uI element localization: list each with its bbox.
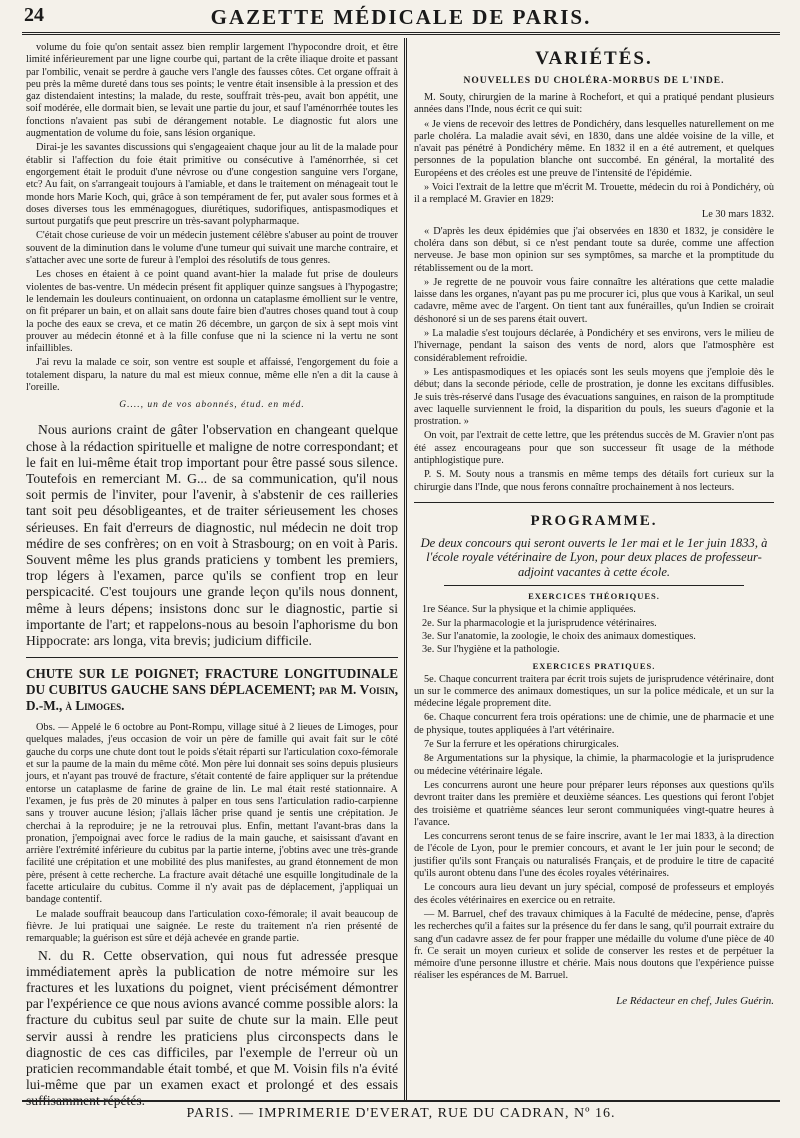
programme-heading: PROGRAMME. [530,512,658,529]
letter-date: Le 30 mars 1832. [701,208,774,220]
left-column [26,42,398,1109]
observation-paragraph: Obs. — Appelé le 6 octobre au Pont-Rompu, village situé à 2 lieues de Limoges, pour quelques malades, j'eus occasion de voir un père de famille qui avait fait sur le côté gauche du corps une chute dont tout le poids s'était réparti sur l'articulation coxo-fémorale et sur la paume de la main du même côté. Mon père lui donnait ses soins depuis plusieurs jours, et n'ayant pas trouvé de fracture, s'était contenté de faire appliquer sur la prétendue entorse un cataplasme de farine de graine de lin. Le mal était resté stationnaire. A l'examen, je fus près de 20 minutes à palper en tous sens l'articulation radio-carpienne sans y trouver aucune lésion; j'allais lâcher prise quand je sentis une crépitation. Je cherchai à la reproduire; je ne la retrouvai plus. Enfin, mettant l'avant-bras dans la pronation, j'empoignai avec force le radius de la main gauche, et saisissant d'avant en arrière l'extrémité inférieure du cubitus par la partie interne, j'obtins avec une très-grande facilité une crépitation et une mobilité des plus manifestes, au grand étonnement de mon père, présent à cette recherche. La fracture avait détaché une esquille longitudinale de la facette articulaire du cubitus. Comme il n'y avait pas de déplacement, j'appliquai un bandage contentif. [26,722,398,906]
body-paragraph: C'était chose curieuse de voir un médecin justement célèbre s'abuser au point de trouver souvent de la diminution dans le volume d'une tumeur qui suivait une marche contraire, et s'attacher avec une sorte de fureur à l'emploi des résolutifs de tous genres. [26,230,398,267]
exercise-item: 8e Argumentations sur la physique, la chimie, la pharmacologie et la jurisprudence ou médecine vétérinaire légale. [414,753,774,777]
body-paragraph: » Les antispasmodiques et les opiacés sont les seuls moyens que j'emploie dès le début; dans la seconde période, celle de prostration, je donne les excitans diffusibles. Je suis très-réservé dans l'usage des évacuations sanguines, en raison de la promptitude avec laquelle surviennent le froid, la disparition du pouls, les sueurs d'agonie et la prostration. » [414,366,774,428]
observation-paragraph: Le malade souffrait beaucoup dans l'articulation coxo-fémorale; il avait beaucoup de fièvre. Je lui pratiquai une saignée. Le reste du traitement n'a rien présenté de remarquable; la guérison est sûre et déjà achevée en grande partie. [26,908,398,945]
header-rule [22,32,780,35]
theoretical-exercises-heading: EXERCICES THÉORIQUES. [528,591,660,602]
gazette-title: GAZETTE MÉDICALE DE PARIS. [210,5,592,29]
page-number: 24 [24,4,44,26]
printer-footer: PARIS. — IMPRIMERIE D'EVERAT, RUE DU CADRAN, Nº 16. [22,1100,780,1122]
practical-exercises-heading: EXERCICES PRATIQUES. [532,660,656,671]
body-paragraph: « D'après les deux épidémies que j'ai observées en 1830 et 1832, je considère le choléra dans son début, si ce n'est pendant toute sa durée, comme une affection nerveuse. Je base mon opinion sur ses symptômes, sa marche et la promptitude du rétablissement ou de la mort. [414,225,774,274]
section-divider [414,502,774,503]
section-divider [26,657,398,658]
exercise-item: 5e. Chaque concurrent traitera par écrit trois sujets de jurisprudence vétérinaire, dont un sur le commerce des animaux domestiques, un sur la police médicale, et un sur la médecine légale proprement dite. [414,673,774,710]
short-divider [444,585,744,586]
body-paragraph: Le concours aura lieu devant un jury spécial, composé de professeurs et employés des écoles vétérinaires en exercice ou en retraite. [414,882,774,906]
right-column [414,42,774,1096]
body-paragraph: — M. Barruel, chef des travaux chimiques à la Faculté de médecine, pense, d'après les recherches qu'il a faites sur la présence du fer dans le sang, qu'il pourrait extraire du sang d'un cadavre assez de fer pour frapper une médaille du volume d'une pièce de 40 fr. Ce serait un moyen curieux et solide de conserver les restes et de perpétuer la mémoire d'une personne illustre et chérie. Mais nous doutons que l'expérience puisse réaliser les espérances de M. Barruel. [414,908,774,982]
section-title: CHUTE SUR LE POIGNET; FRACTURE LONGITUDINALE DU CUBITUS GAUCHE SANS DÉPLACEMENT; par M. Voisin, D.-M., à Limoges. [26,666,398,714]
exercise-item: 7e Sur la ferrure et les opérations chirurgicales. [424,739,619,751]
body-paragraph: « Je viens de recevoir des lettres de Pondichéry, dans lesquelles naturellement on me parle choléra. La maladie avait sévi, en 1830, dans une aldée voisine de la ville, et n'avait pas pénétré à Pondichéry même. En 1832 il en a été autrement, et quelques personnes de la population blanche ont succombé. En général, la mortalité des Européens et des créoles est une preuve de l'intensité de l'épidémie. [414,118,774,179]
page-header [22,4,780,32]
body-paragraph: J'ai revu la malade ce soir, son ventre est souple et affaissé, l'engorgement du foie a totalement disparu, la nature du mal est mieux connue, même elle n'en a dit la cause à l'oreille. [26,357,398,394]
body-paragraph: Dirai-je les savantes discussions qui s'engageaient chaque jour au lit de la malade pour établir si l'affection du foie était primitive ou consécutive à l'aménorrhée, si cet engorgement était le produit d'une névrose ou d'une congestion sanguine vers l'organe, etc? Au fait, on s'arrangeait toujours à l'amiable, et dans le traitement on ménageait tout le monde hors Marie Koch, qui, grâce à son tempérament de fer, put avaler sous formes et à doses diverses tous les emménagogues, diurétiques, sudorifiques, antispasmodiques et surtout purgatifs que peut prescrire un très-savant polypharmaque. [26,142,398,228]
varietes-heading: VARIÉTÉS. [535,48,653,69]
body-paragraph: volume du foie qu'on sentait assez bien remplir largement l'hypocondre droit, et être limité inférieurement par une ligne courbe qui, partant de la crête iliaque droite et passant par l'ombilic, venait se perdre à gauche vers l'angle des fausses côtes. Cet organe offrait à peu près la même dureté dans tous ses points; le ventre était insensible à la pression et des gaz distendaient intestins; la malade, du reste, souffrait très-peu, avait bon appétit, une soif modérée, elle dormait bien, se levait une partie du jour, et sauf l'aménorrhée toutes les fonctions n'avaient pas subi de dérangement notable. Le diagnostic fut alors une augmentation de volume du foie, sans lésion organique. [26,42,398,140]
body-paragraph: » Je regrette de ne pouvoir vous faire connaître les altérations que cette maladie laisse dans les organes, n'ayant pas pu me procurer ici, plus que vous à Karikal, un seul cadavre, même avec de l'argent. On tient tant aux funérailles, qu'un Indien se croirait déshonoré si un de ses parens était ouvert. [414,276,774,325]
exercise-item: 3e. Sur l'hygiène et la pathologie. [422,644,560,656]
body-paragraph: Les concurrens seront tenus de se faire inscrire, avant le 1er mai 1833, à la direction de l'école de Lyon, pour le premier concours, et avant le 1er juin pour le second; de justifier qu'ils sont Français ou naturalisés Français, et de produire le titre de capacité qu'ils auront obtenu dans l'une des écoles royales vétérinaires. [414,831,774,880]
editor-note: N. du R. Cette observation, qui nous fut adressée presque immédiatement après la publication de notre mémoire sur les fractures et les luxations du poignet, vient précisément démontrer par l'expérience ce que nous avions avancé comme possible alors: la fracture du cubitus seul par suite de chute sur la main. Elle peut servir aussi à rendre les praticiens plus circonspects dans le diagnostic de ces cas difficiles, par l'exemple de l'erreur où un praticien recommandable était tombé, et que M. Voisin fils n'a évité lui-même que par un examen exact et prolongé et des essais suffisamment répétés. [26,947,398,1109]
body-paragraph: Les concurrens auront une heure pour préparer leurs réponses aux questions qu'ils devront traiter dans les première et deuxième séances. Les questions qui feront l'objet des troisième et quatrième séances leur seront communiquées vingt-quatre heures à l'avance. [414,779,774,828]
editor-signature: Le Rédacteur en chef, Jules Guérin. [616,994,774,1007]
column-divider [404,38,407,1100]
cholera-subheading: NOUVELLES DU CHOLÉRA-MORBUS DE L'INDE. [463,76,725,86]
body-paragraph: » Voici l'extrait de la lettre que m'écrit M. Trouette, médecin du roi à Pondichéry, où il a remplacé M. Gravier en 1829: [414,182,774,206]
body-paragraph: » La maladie s'est toujours déclarée, à Pondichéry et ses environs, vers le milieu de l'hivernage, pendant la saison des vents de nord, alors que l'atmosphère est considérablement refroidie. [414,328,774,364]
exercise-item: 1re Séance. Sur la physique et la chimie appliquées. [422,604,636,616]
exercise-item: 2e. Sur la pharmacologie et la jurisprudence vétérinaires. [422,617,657,629]
editorial-paragraph: Nous aurions craint de gâter l'observation en changeant quelque chose à la rédaction spirituelle et maligne de notre correspondant; et le fait en lui-même était trop important pour être passé sous silence. Toutefois en remerciant M. G... de sa communication, qu'il nous soit permis de l'inviter, pour l'avenir, à s'abstenir de ces railleries tant soit peu désobligeantes, et de traiter sérieusement les choses sérieuses. En fait d'erreurs de diagnostic, nul médecin ne doit trop médire de ses confrères; on en voit à Strasbourg; on en voit à Paris. Souvent même les plus grands praticiens y tombent les premiers, trop légers à l'examen, parce qu'ils se confient trop en leur perspicacité. C'est toujours une grande leçon qu'ils nous donnent, même à leurs dépens; insistons donc sur le diagnostic, partie si importante de l'art; et rappelons-nous au besoin l'aphorisme du bon Hippocrate: ars longa, vita brevis; judicium difficile. [26,422,398,648]
body-paragraph: P. S. M. Souty nous a transmis en même temps des détails fort curieux sur la chirurgie dans l'Inde, que nous ferons connaître prochainement à nos lecteurs. [414,469,774,493]
programme-intro: De deux concours qui seront ouverts le 1er mai et le 1er juin 1833, à l'école royale vétérinaire de Lyon, pour deux places de professeur-adjoint vacantes à cette école. [420,535,768,579]
letter-signature: G...., un de vos abonnés, étud. en méd. [119,400,305,411]
body-paragraph: Les choses en étaient à ce point quand avant-hier la malade fut prise de douleurs violentes de bas-ventre. Un médecin présent fit appliquer quinze sangsues à l'hypogastre; le lendemain les douleurs continuaient, on ordonna un cataplasme émollient sur le ventre, on fit préparer un bain, et on allait sans doute faire bien d'autres choses quand tout à coup la poche des eaux se creva, et ce matin 26 décembre, un garçon de six à sept mois vint prouver au médecin étonné et à la fille confuse que ni la science ni la vertu ne sont infaillibles. [26,269,398,355]
body-paragraph: On voit, par l'extrait de cette lettre, que les prétendus succès de M. Gravier n'ont pas été assez encourageans pour que son successeur fît usage de la méthode antiphlogistique pure. [414,430,774,467]
exercise-item: 3e. Sur l'anatomie, la zoologie, le choix des animaux domestiques. [422,631,696,642]
exercise-item: 6e. Chaque concurrent fera trois opérations: une de chimie, une de pharmacie et une de physique, toutes appliquées à l'art vétérinaire. [414,712,774,736]
body-paragraph: M. Souty, chirurgien de la marine à Rochefort, et qui a pratiqué pendant plusieurs années dans l'Inde, nous écrit ce qui suit: [414,92,774,116]
